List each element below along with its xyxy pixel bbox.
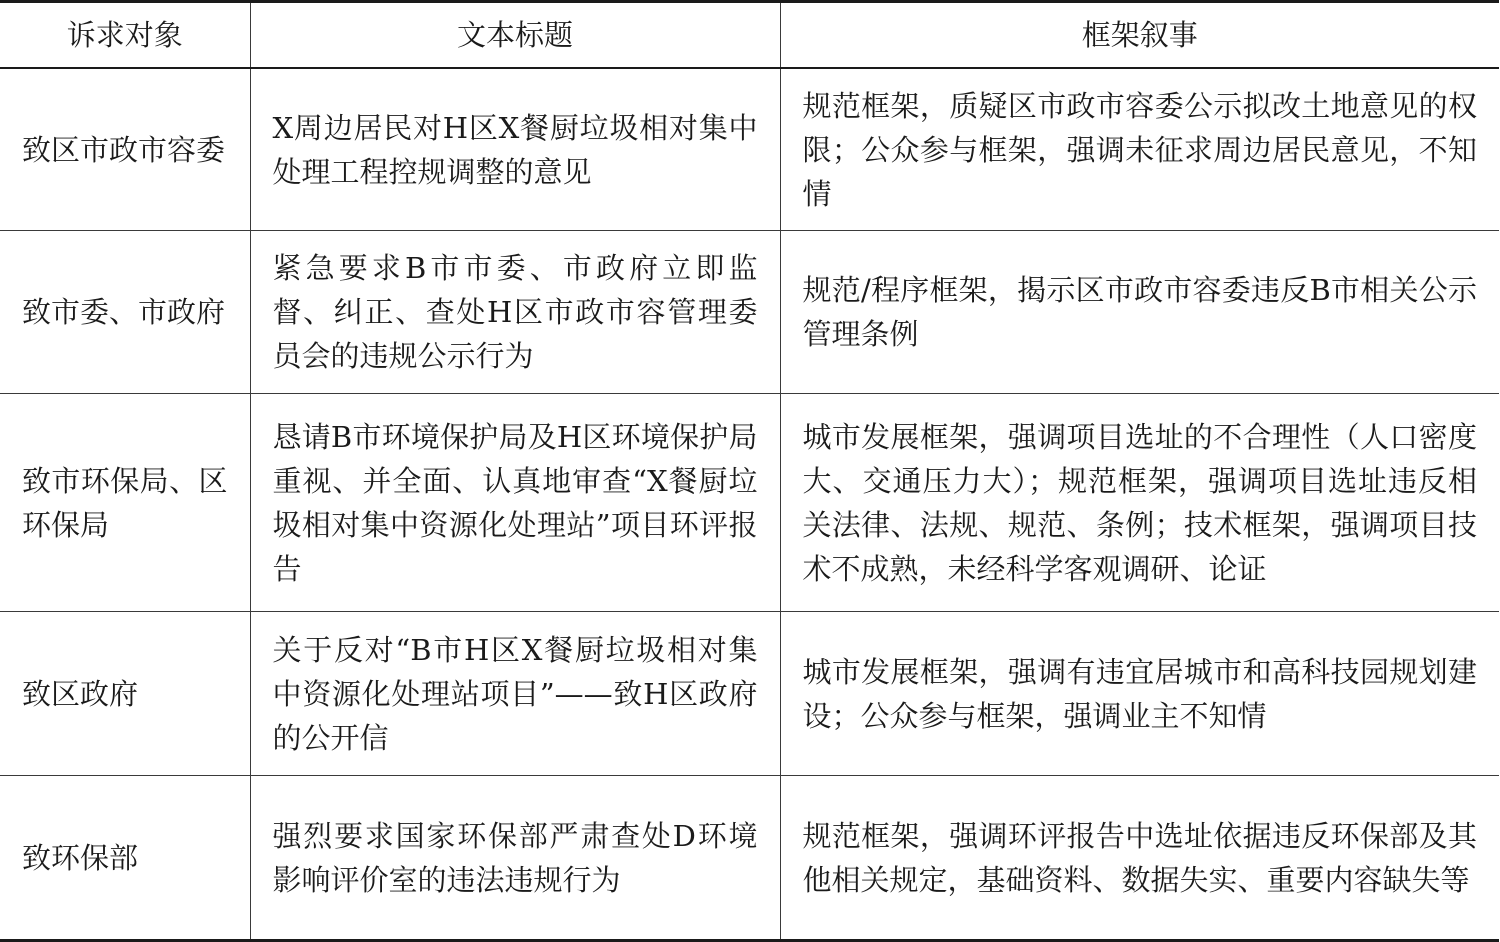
- header-frame-narrative: 框架叙事: [780, 2, 1499, 69]
- table-row: [0, 68, 1499, 231]
- table-row: [0, 776, 1499, 941]
- frame-narrative-cell: 城市发展框架，强调项目选址的不合理性（人口密度大、交通压力大）；规范框架，强调项目选址违反相关法律、法规、规范、条例；技术框架，强调项目技术不成熟，未经科学客观调研、论证: [780, 394, 1499, 612]
- appeal-target-cell: 致市环保局、区环保局: [0, 394, 250, 612]
- table-row: [0, 231, 1499, 394]
- table-row: [0, 612, 1499, 776]
- frame-narrative-cell: 规范框架，质疑区市政市容委公示拟改土地意见的权限；公众参与框架，强调未征求周边居民意见，不知情: [780, 68, 1499, 231]
- frame-narrative-cell: 规范框架，强调环评报告中选址依据违反环保部及其他相关规定，基础资料、数据失实、重要内容缺失等: [780, 776, 1499, 941]
- text-title-cell: 强烈要求国家环保部严肃查处D环境影响评价室的违法违规行为: [250, 776, 780, 941]
- appeal-target-cell: 致区市政市容委: [0, 68, 250, 231]
- text-title-cell: 紧急要求B市市委、市政府立即监督、纠正、查处H区市政市容管理委员会的违规公示行为: [250, 231, 780, 394]
- table-header-row: [0, 2, 1499, 69]
- appeal-target-cell: 致市委、市政府: [0, 231, 250, 394]
- frame-narrative-cell: 规范/程序框架，揭示区市政市容委违反B市相关公示管理条例: [780, 231, 1499, 394]
- text-title-cell: 关于反对“B市H区X餐厨垃圾相对集中资源化处理站项目”——致H区政府的公开信: [250, 612, 780, 776]
- header-text-title: 文本标题: [250, 2, 780, 69]
- table-row: [0, 394, 1499, 612]
- text-title-cell: X周边居民对H区X餐厨垃圾相对集中处理工程控规调整的意见: [250, 68, 780, 231]
- appeal-target-cell: 致区政府: [0, 612, 250, 776]
- frame-narrative-cell: 城市发展框架，强调有违宜居城市和高科技园规划建设；公众参与框架，强调业主不知情: [780, 612, 1499, 776]
- appeal-target-cell: 致环保部: [0, 776, 250, 941]
- text-title-cell: 恳请B市环境保护局及H区环境保护局重视、并全面、认真地审查“X餐厨垃圾相对集中资源化处理站”项目环评报告: [250, 394, 780, 612]
- header-appeal-target: 诉求对象: [0, 2, 250, 69]
